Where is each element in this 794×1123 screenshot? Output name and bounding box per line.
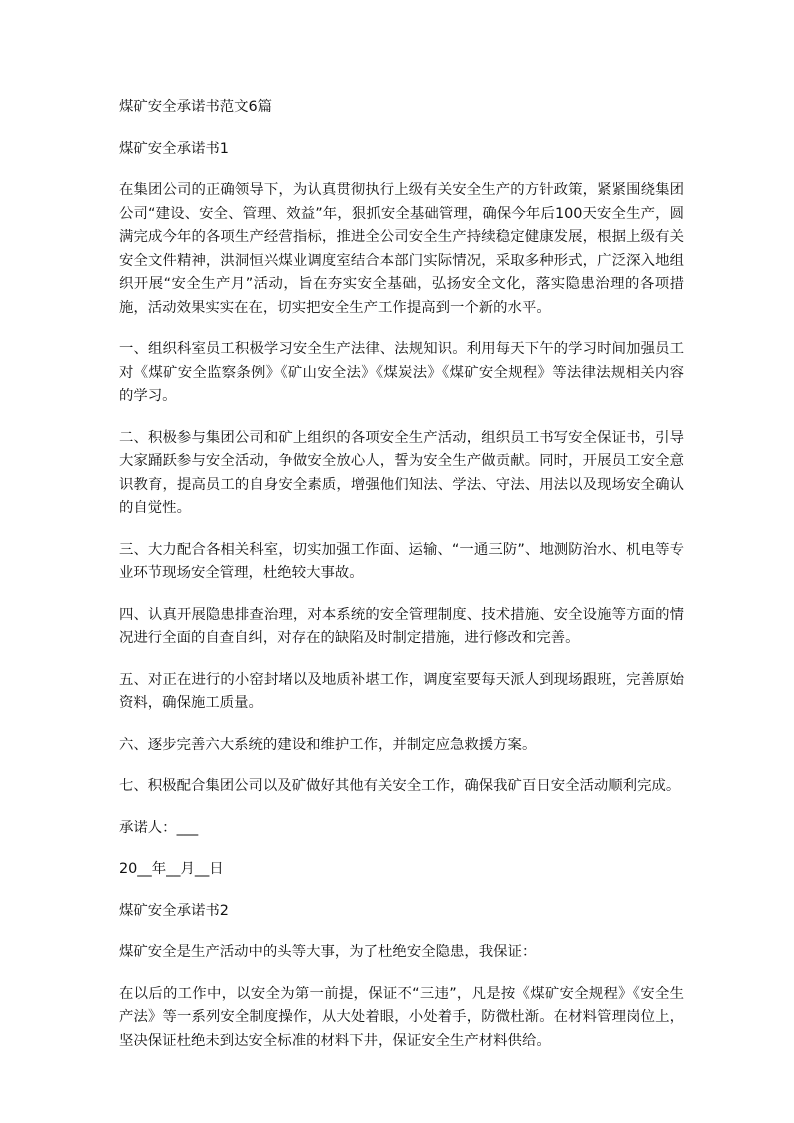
section-1-heading: 煤矿安全承诺书1 xyxy=(119,140,229,157)
document-body xyxy=(119,96,684,1071)
section-1-item-4: 四、认真开展隐患排查治理，对本系统的安全管理制度、技术措施、安全设施等方面的情况进行全面的自查自纠，对存在的缺陷及时制定措施，进行修改和完善。 xyxy=(119,606,684,646)
section-2-intro: 煤矿安全是生产活动中的头等大事，为了杜绝安全隐患，我保证： xyxy=(119,944,537,960)
section-1-item-6: 六、逐步完善六大系统的建设和维护工作，并制定应急救援方案。 xyxy=(119,736,537,753)
section-1-item-1: 一、组织科室员工积极学习安全生产法律、法规知识。利用每天下午的学习时间加强员工对《煤矿安全监察条例》《矿山安全法》《煤炭法》《煤矿安全规程》等法律法规相关内容的学习。 xyxy=(119,341,684,404)
document-title: 煤矿安全承诺书范文6篇 xyxy=(119,99,273,115)
section-1-item-7: 七、积极配合集团公司以及矿做好其他有关安全工作，确保我矿百日安全活动顺利完成。 xyxy=(119,778,681,794)
section-2-paragraph-1: 在以后的工作中，以安全为第一前提，保证不“三违”，凡是按《煤矿安全规程》《安全生产法》等一系列安全制度操作，从大处着眼，小处着手，防微杜渐。在材料管理岗位上，坚决保证杜绝未到达安全标准的材料下井，保证安全生产材料供给。 xyxy=(119,985,684,1049)
section-1-signer: 承诺人：___ xyxy=(119,819,199,836)
section-1-item-2: 二、积极参与集团公司和矿上组织的各项安全生产活动，组织员工书写安全保证书，引导大家踊跃参与安全活动，争做安全放心人，誓为安全生产做贡献。同时，开展员工安全意识教育，提高员工的自身安全素质，增强他们知法、学法、守法、用法以及现场安全确认的自觉性。 xyxy=(119,429,684,516)
section-1-date: 20__年__月__日 xyxy=(119,861,224,877)
section-2-heading: 煤矿安全承诺书2 xyxy=(119,902,229,919)
section-1-item-5: 五、对正在进行的小窑封堵以及地质补堪工作，调度室要每天派人到现场跟班，完善原始资料，确保施工质量。 xyxy=(119,671,684,711)
section-1-intro: 在集团公司的正确领导下，为认真贯彻执行上级有关安全生产的方针政策，紧紧围绕集团公司“建设、安全、管理、效益”年，狠抓安全基础管理，确保今年后100天安全生产，圆满完成今年的各项生产经营指标，推进全公司安全生产持续稳定健康发展，根据上级有关安全文件精神，洪洞恒兴煤业调度室结合本部门实际情况，采取多种形式，广泛深入地组织开展“安全生产月”活动，旨在夯实安全基础，弘扬安全文化，落实隐患治理的各项措施，活动效果实实在在，切实把安全生产工作提高到一个新的水平。 xyxy=(119,182,684,316)
section-1-item-3: 三、大力配合各相关科室，切实加强工作面、运输、“一通三防”、地测防治水、机电等专业环节现场安全管理，杜绝较大事故。 xyxy=(119,541,684,581)
